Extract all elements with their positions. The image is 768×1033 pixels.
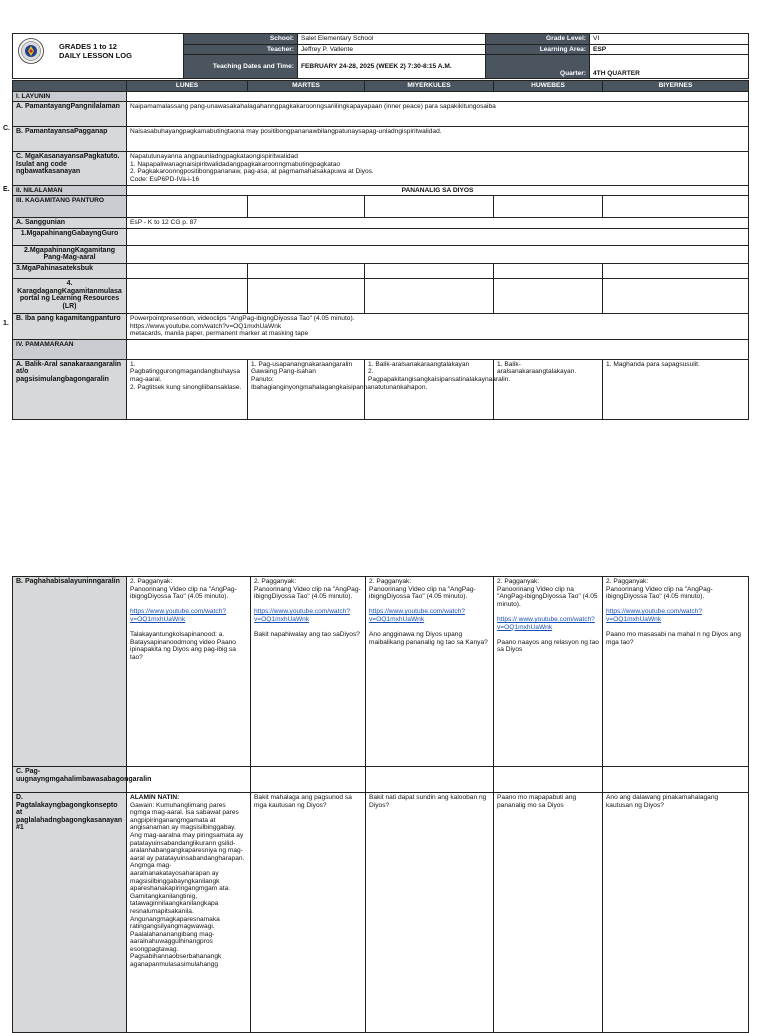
karagdagan-mon — [127, 278, 248, 313]
pag-uugnay-tue — [251, 767, 366, 793]
pagtalakay-friday: Ano ang dalawang pinakamahalagang kautusan ng Diyos? — [603, 793, 749, 1033]
pagganyak-intro: 2. Pagganyak: Panoorinang Video clip na "AngPag-ibigngDiyossa Tao" (4.05 minuto). — [130, 578, 237, 601]
pagganyak-friday — [603, 577, 749, 767]
balik-aral-monday: 1. Pagbatinggurongmagandangbuhaysa mag-aaral. 2. Pagtitsek kung sinongliibansaklase. — [127, 359, 248, 419]
corner-cell — [13, 81, 127, 92]
pagganyak-intro: 2. Pagganyak: Panoorinang Video clip na "AngPag-ibigngDiyossa Tao" (4.05 minuto). — [497, 578, 598, 608]
layunin-empty — [127, 91, 749, 102]
pagganyak-question: Talakayantungkolsapinanood: a. Bataysapinanoodmong video Paano ipinapakita ng Diyos ang pag-ibig sa tao? — [130, 631, 236, 661]
pamamaraan-empty — [127, 339, 749, 359]
pamantayan-sa-pagganap-value: Naisasabuhayangpagkamabutingtaona may positibongpananawbilangpatunaysapag-unladngispiritwalidad. — [127, 127, 749, 152]
school-label: School: — [184, 34, 298, 45]
row-label-paghahabi: B. Paghahabisalayuninngaralin — [13, 577, 127, 767]
kagamitan-cell-fri — [603, 196, 749, 218]
teksbuk-wed — [365, 263, 494, 278]
row-label-sanggunian: A. Sanggunian — [13, 218, 127, 229]
video-link[interactable]: https:// www.youtube.com/watch?v=OQ1mxhUaWnk — [497, 615, 595, 631]
teacher-label: Teacher: — [184, 44, 298, 55]
row-label-iba-pang-kagamitan: B. Iba pang kagamitangpanturo — [13, 313, 127, 339]
pag-uugnay-thu — [494, 767, 603, 793]
kagamitan-cell-wed — [365, 196, 494, 218]
pamantayang-pangnilalaman-value: Naipamamalassang pang-unawasakahalagahanngpagkakaroonngsariilingkapayapaan (inner peace) para sapakikitungosaiba — [127, 102, 749, 127]
balik-aral-wednesday: 1. Balik-aralsanakaraangtalakayan 2. Pagpapakitangisangkaisipansatinalakaynaaralin. — [365, 359, 494, 419]
kagamitan-cell-thu — [494, 196, 603, 218]
section-kagamitang-panturo: III. KAGAMITANG PANTURO — [13, 196, 127, 218]
row-label-gabay-ng-guro: 1.MgapahinangGabayngGuro — [13, 228, 127, 245]
grade-label: Grade Level: — [486, 34, 590, 45]
kagamitang-pang-mag-aaral-value — [127, 245, 749, 263]
section-nilalaman: II. NILALAMAN — [13, 185, 127, 196]
title-line-2: DAILY LESSON LOG — [59, 51, 132, 60]
row-label-kasanayan: C. MgaKasanayansaPagkatuto. Isulat ang code ngbawatkasanayan — [13, 152, 127, 185]
pag-uugnay-fri — [603, 767, 749, 793]
balik-aral-thursday: 1. Balik-aralsanakaraangtalakayan. — [494, 359, 603, 419]
row-label-pagtalakay: D. Pagtalakayngbagongkonsepto at paglalahadngbagongkasanayan #1 — [13, 793, 127, 1033]
video-link[interactable]: https://www.youtube.com/watch?v=OQ1mxhUaWnk — [130, 608, 227, 623]
row-label-karagdagang-kagamitan: 4. KaragdagangKagamitanmulasa portal ng Learning Resources (LR) — [13, 278, 127, 313]
teksbuk-mon — [127, 263, 248, 278]
kagamitan-cell-mon — [127, 196, 248, 218]
teksbuk-fri — [603, 263, 749, 278]
pagganyak-monday — [127, 577, 251, 767]
teksbuk-thu — [494, 263, 603, 278]
row-label-teksbuk: 3.MgaPahinasateksbuk — [13, 263, 127, 278]
pagtalakay-monday — [127, 793, 251, 1033]
section-pamamaraan: IV. PAMAMARAAN — [13, 339, 127, 359]
pagganyak-intro: 2. Pagganyak: Panoorinang Video clip na "AngPag-ibigngDiyossa Tao" (4.05 minuto). — [369, 578, 476, 601]
teksbuk-tue — [248, 263, 365, 278]
row-label-kagamitang-pang-mag-aaral: 2.MgapahinangKagamitang Pang-Mag-aaral — [13, 245, 127, 263]
area-label: Learning Area: — [486, 44, 590, 55]
pagtalakay-wednesday: Bakit nati dapat sundin ang kalooban ng Diyos? — [366, 793, 494, 1033]
pagganyak-intro: 2. Pagganyak: Panoorinang Video clip na "AngPag-ibigngDiyossa Tao" (4.05 minuto). — [606, 578, 713, 601]
sanggunian-value: EsP - K to 12 CG p. 87 — [127, 218, 749, 229]
kagamitan-cell-tue — [248, 196, 365, 218]
header-table — [12, 33, 749, 79]
kasanayan-value: Napatutunayanna angpaunladngpagkataongispiritwalidad 1. Napapaliwanagnaisipiritwalidadangpagkakaroonngmabutingpagkatao 2. Pagkakaroonngpositibongpananaw, pag-asa, at pagmamahalsakapuwa at Diyos. Code: EsP6PD-IVa-i-16 — [127, 152, 749, 185]
pag-uugnay-wed — [366, 767, 494, 793]
alamin-natin-heading: ALAMIN NATIN: — [130, 794, 180, 801]
pagganyak-thursday — [494, 577, 603, 767]
margin-letter-e: E. — [3, 186, 10, 193]
karagdagan-fri — [603, 278, 749, 313]
lesson-table-part2 — [12, 576, 749, 1033]
row-label-pag-uugnay: C. Pag-uugnayngmgahalimbawasabagongaralin — [13, 767, 127, 793]
pagganyak-intro: 2. Pagganyak: Panoorinang Video clip na "AngPag-ibigngDiyossa Tao" (4.05 minuto). — [254, 578, 361, 601]
day-tuesday: MARTES — [248, 81, 365, 92]
gawain-text: Gawain: Kumuhanglimang pares ngmga mag-aaral. Isa sabawat pares angpipiringanangmgamata at angisanaman ay magsisilbinggabay. Ang mag-aaralna may piringsamata ay patatayuinsabandanglikurann gsilid-aralanhabangangkaparesniya ng mag-aaral ay patatayuinsabandangharapan. Angmga mag-aaralnanakatayosaharapan ay magsisilbinggabayngkanilangk apareshanakapiringangmgam ata. Gamitangkanilangtinig, tatawaginnilaangkanilangkapa resnalumapitsakanila. Angunangmagkaparesnamaka ratingangsilyangmagwawagi. Paalalahananangibang mag-aaralnahuwaggulhinangpros esongpagtawag. Pagsabihannaobserbahanangk aganapanmulasasimulahangg — [130, 801, 245, 969]
pagganyak-question: Paano naayos ang relasyon ng tao sa Diyos — [497, 638, 599, 654]
dates-label: Teaching Dates and Time: — [184, 55, 298, 79]
margin-letter-c: C. — [3, 125, 10, 132]
row-label-balik-aral: A. Balik-Aral sanakaraangaralin at/o pagsisimulangbagongaralin — [13, 359, 127, 419]
pagtalakay-tuesday: Bakit mahalaga ang pagsunod sa mga kautusan ng Diyos? — [251, 793, 366, 1033]
row-label-pamantayan-sa-pagganap: B. PamantayansaPagganap — [13, 127, 127, 152]
quarter-value: 4TH QUARTER — [590, 55, 749, 79]
karagdagan-thu — [494, 278, 603, 313]
pagganyak-tuesday — [251, 577, 366, 767]
balik-aral-friday: 1. Maghanda para sapagsusulit. — [603, 359, 749, 419]
karagdagan-tue — [248, 278, 365, 313]
nilalaman-value: PANANALIG SA DIYOS — [127, 185, 749, 196]
pagganyak-question: Bakit napahiwalay ang tao saDiyos? — [254, 631, 360, 639]
day-wednesday: MIYERKULES — [365, 81, 494, 92]
school-value: Salet Elementary School — [298, 34, 486, 45]
dates-value: FEBRUARY 24-28, 2025 (WEEK 2) 7:30-8:15 A.M. — [298, 55, 486, 79]
area-value: ESP — [590, 44, 749, 55]
teacher-value: Jeffrey P. Vallente — [298, 44, 486, 55]
pagganyak-question: Paano mo masasabi na mahal n ng Diyos ang mga tao? — [606, 631, 741, 646]
quarter-label: Quarter: — [486, 55, 590, 79]
day-friday: BIYERNES — [603, 81, 749, 92]
day-monday: LUNES — [127, 81, 248, 92]
section-layunin: I. LAYUNIN — [13, 91, 127, 102]
margin-letter-1: 1. — [3, 320, 9, 327]
video-link[interactable]: https://www.youtube.com/watch?v=OQ1mxhUaWnk — [606, 608, 703, 623]
iba-pang-kagamitan-value: Powerpointpresention, videoclips "AngPag-ibigngDiyossa Tao" (4.05 minuto). https://www.youtube.com/watch?v=OQ1mxhUaWnk metacards, manila paper, permanent marker at masking tape — [127, 313, 749, 339]
video-link[interactable]: https://www.youtube.com/watch?v=OQ1mxhUaWnk — [369, 608, 466, 623]
balik-aral-tuesday: 1. Pag-usapanangnakaraangaralin Gawaing Pang-isahan Panuto: Ibahagianginyongmahalagangkaisipannanatutunankahapon. — [248, 359, 365, 419]
title-line-1: GRADES 1 to 12 — [59, 42, 117, 51]
pagganyak-question: Ano angginawa ng Diyos upang maibalikang pananalig ng tao sa Kanya? — [369, 631, 488, 646]
karagdagan-wed — [365, 278, 494, 313]
pagtalakay-thursday: Paano mo mapapabuti ang pananalig mo sa Diyos — [494, 793, 603, 1033]
lesson-table-part1 — [12, 80, 749, 420]
video-link[interactable]: https://www.youtube.com/watch?v=OQ1mxhUaWnk — [254, 608, 351, 623]
day-thursday: HUWEBES — [494, 81, 603, 92]
gabay-ng-guro-value — [127, 228, 749, 245]
pagganyak-wednesday — [366, 577, 494, 767]
grade-value: VI — [590, 34, 749, 45]
row-label-pamantayang-pangnilalaman: A. PamantayangPangnilalaman — [13, 102, 127, 127]
header-logo-cell — [13, 34, 184, 79]
